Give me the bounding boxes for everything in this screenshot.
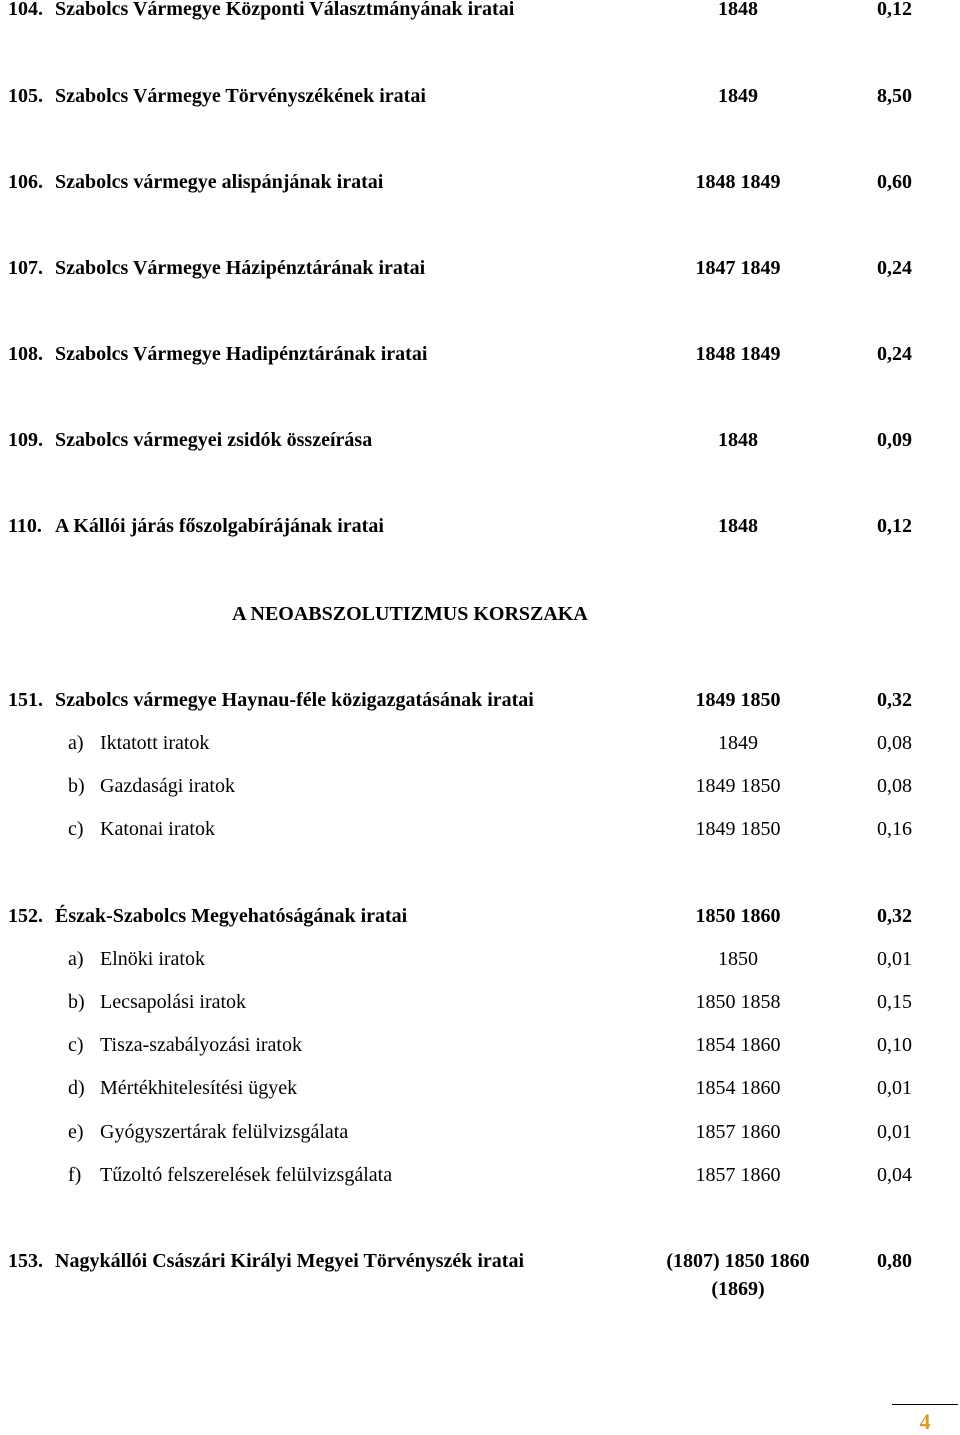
entry-number: 107. [8, 257, 43, 279]
sub-letter: b) [68, 991, 85, 1013]
sub-letter: e) [68, 1121, 84, 1143]
table-row [0, 342, 960, 372]
entry-number: 108. [8, 343, 43, 365]
entry-title: Szabolcs vármegyei zsidók összeírása [55, 429, 373, 451]
sub-years: 1849 [718, 732, 758, 754]
entry-size: 0,24 [877, 343, 912, 365]
entry-size: 8,50 [877, 85, 912, 107]
sub-years: 1857 1860 [695, 1164, 781, 1186]
table-row [0, 1249, 960, 1309]
entry-title: Szabolcs Vármegye Törvényszékének iratai [55, 85, 426, 107]
sub-letter: a) [68, 948, 84, 970]
sub-letter: b) [68, 775, 85, 797]
table-row [0, 84, 960, 114]
entry-size: 0,80 [877, 1250, 912, 1272]
sub-title: Elnöki iratok [100, 948, 205, 970]
entry-title: A Kállói járás főszolgabírájának iratai [55, 515, 384, 537]
entry-years: 1848 [718, 0, 758, 20]
sub-years: 1854 1860 [695, 1034, 781, 1056]
entry-title: Szabolcs vármegye Haynau-féle közigazgatásának iratai [55, 689, 534, 711]
sub-size: 0,16 [877, 818, 912, 840]
sub-title: Gyógyszertárak felülvizsgálata [100, 1121, 349, 1143]
sub-title: Iktatott iratok [100, 732, 210, 754]
entry-title: Nagykállói Császári Királyi Megyei Törvényszék iratai [55, 1250, 525, 1272]
entry-number: 153. [8, 1250, 43, 1272]
entry-size: 0,24 [877, 257, 912, 279]
sub-years: 1857 1860 [695, 1121, 781, 1143]
entry-years: 1848 [718, 515, 758, 537]
entry-years: 1848 [718, 429, 758, 451]
entry-size: 0,12 [877, 0, 912, 20]
sub-title: Tisza-szabályozási iratok [100, 1034, 302, 1056]
table-row [0, 514, 960, 544]
sub-row [0, 990, 960, 1020]
sub-title: Gazdasági iratok [100, 775, 235, 797]
entry-years: (1807) 1850 1860 [666, 1250, 810, 1272]
section-heading: A NEOABSZOLUTIZMUS KORSZAKA [232, 603, 588, 625]
sub-row [0, 774, 960, 804]
sub-size: 0,10 [877, 1034, 912, 1056]
entry-size: 0,32 [877, 689, 912, 711]
entry-number: 152. [8, 905, 43, 927]
entry-size: 0,60 [877, 171, 912, 193]
sub-title: Mértékhitelesítési ügyek [100, 1077, 298, 1099]
sub-years: 1849 1850 [695, 818, 781, 840]
sub-row [0, 1163, 960, 1193]
table-row [0, 0, 960, 30]
sub-years: 1850 [718, 948, 758, 970]
entry-number: 151. [8, 689, 43, 711]
sub-years: 1850 1858 [695, 991, 781, 1013]
sub-title: Katonai iratok [100, 818, 215, 840]
table-row [0, 428, 960, 458]
entry-title: Szabolcs Vármegye Házipénztárának iratai [55, 257, 426, 279]
entry-number: 109. [8, 429, 43, 451]
entry-title: Szabolcs vármegye alispánjának iratai [55, 171, 384, 193]
sub-letter: c) [68, 818, 84, 840]
sub-size: 0,15 [877, 991, 912, 1013]
sub-title: Tűzoltó felszerelések felülvizsgálata [100, 1164, 393, 1186]
entry-size: 0,09 [877, 429, 912, 451]
sub-row [0, 1033, 960, 1063]
entry-number: 105. [8, 85, 43, 107]
sub-size: 0,01 [877, 1121, 912, 1143]
sub-years: 1854 1860 [695, 1077, 781, 1099]
sub-size: 0,08 [877, 775, 912, 797]
entry-title: Szabolcs Vármegye Hadipénztárának iratai [55, 343, 428, 365]
entry-years: 1849 1850 [695, 689, 781, 711]
entry-title: Szabolcs Vármegye Központi Választmányának iratai [55, 0, 515, 20]
sub-row [0, 731, 960, 761]
sub-row [0, 1120, 960, 1150]
footer-rule [892, 1404, 958, 1405]
entry-years: 1850 1860 [695, 905, 781, 927]
sub-size: 0,08 [877, 732, 912, 754]
entry-size: 0,12 [877, 515, 912, 537]
sub-title: Lecsapolási iratok [100, 991, 247, 1013]
sub-row [0, 1076, 960, 1106]
sub-size: 0,04 [877, 1164, 912, 1186]
entry-title: Észak-Szabolcs Megyehatóságának iratai [55, 905, 408, 927]
entry-years: 1847 1849 [695, 257, 781, 279]
table-row [0, 256, 960, 286]
sub-letter: c) [68, 1034, 84, 1056]
table-row [0, 904, 960, 934]
sub-row [0, 947, 960, 977]
entry-years: 1849 [718, 85, 758, 107]
entry-years-continued: (1869) [711, 1278, 765, 1300]
sub-letter: f) [68, 1164, 82, 1186]
entry-number: 106. [8, 171, 43, 193]
sub-letter: a) [68, 732, 84, 754]
sub-letter: d) [68, 1077, 85, 1099]
entry-number: 104. [8, 0, 43, 20]
table-row [0, 688, 960, 718]
sub-years: 1849 1850 [695, 775, 781, 797]
entry-years: 1848 1849 [695, 343, 781, 365]
entry-number: 110. [8, 515, 42, 537]
sub-size: 0,01 [877, 1077, 912, 1099]
sub-size: 0,01 [877, 948, 912, 970]
page-number: 4 [919, 1409, 931, 1434]
entry-size: 0,32 [877, 905, 912, 927]
sub-row [0, 817, 960, 847]
table-row [0, 170, 960, 200]
entry-years: 1848 1849 [695, 171, 781, 193]
